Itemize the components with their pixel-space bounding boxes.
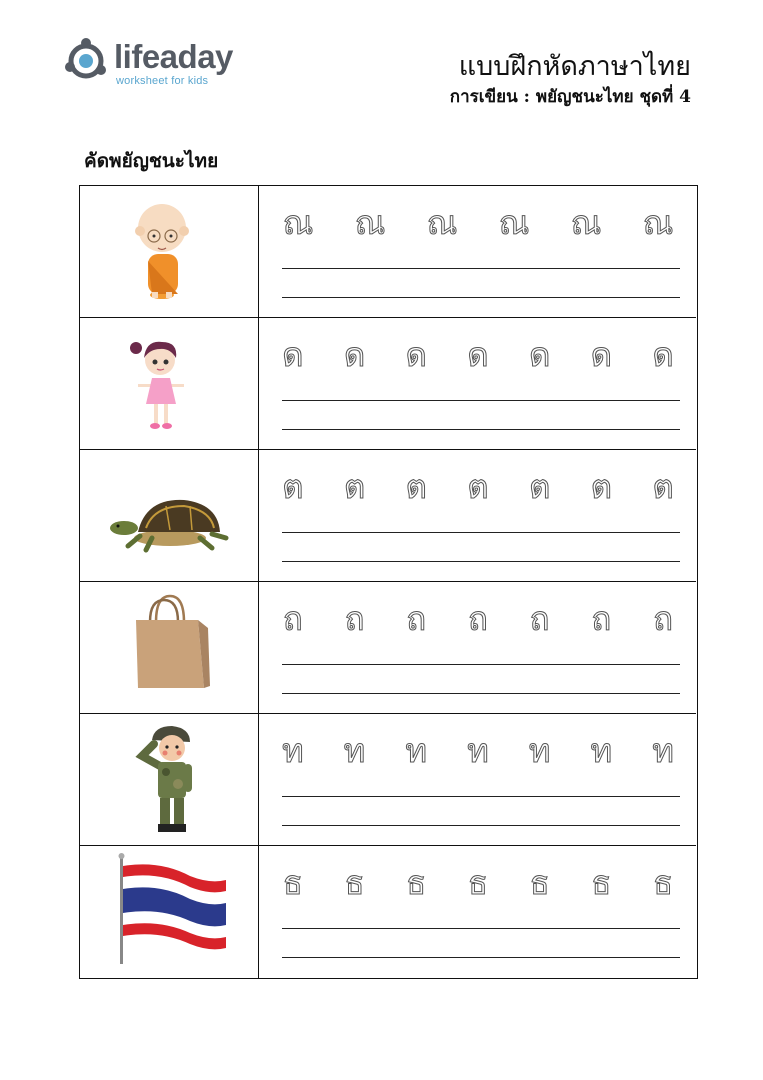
picture-cell — [80, 846, 259, 978]
worksheet-row — [80, 582, 696, 714]
trace-letter: ธ — [344, 862, 365, 902]
trace-letter: ธ — [467, 862, 489, 902]
trace-letter: ถ — [653, 598, 674, 638]
worksheet-row — [80, 846, 696, 978]
tracing-letters — [262, 726, 694, 774]
trace-letter: ต — [652, 466, 674, 506]
trace-letter: ธ — [529, 862, 550, 902]
trace-letter: ท — [590, 730, 613, 770]
trace-letter: ณ — [426, 202, 458, 242]
writing-line — [282, 825, 680, 826]
picture-cell — [80, 714, 259, 845]
trace-letter: ณ — [642, 202, 674, 242]
trace-letter: ณ — [354, 202, 386, 242]
page-subtitle: การเขียน : พยัญชนะไทย ชุดที่ 4 — [449, 87, 691, 107]
trace-letter: ณ — [282, 202, 314, 242]
trace-letter: ถ — [529, 598, 550, 638]
writing-line — [282, 429, 680, 430]
worksheet-table — [79, 185, 698, 979]
worksheet-row — [80, 186, 696, 318]
girl-icon — [80, 318, 259, 450]
writing-line — [282, 957, 680, 958]
trace-letter: ท — [343, 730, 366, 770]
turtle-icon — [80, 450, 259, 582]
writing-line — [282, 268, 680, 269]
trace-letter: ด — [528, 334, 551, 374]
picture-cell — [80, 186, 259, 317]
writing-line — [282, 928, 680, 929]
trace-letter: ถ — [591, 598, 612, 638]
tracing-letters — [262, 462, 694, 510]
trace-letter: ด — [343, 334, 366, 374]
trace-letter: ด — [282, 334, 304, 374]
trace-letter: ต — [590, 466, 613, 506]
tracing-letters — [262, 330, 694, 378]
soldier-icon — [80, 714, 259, 846]
bag-icon — [80, 582, 259, 714]
writing-line — [282, 664, 680, 665]
picture-cell — [80, 318, 259, 449]
tracing-letters — [262, 594, 694, 642]
trace-letter: ต — [343, 466, 366, 506]
trace-letter: ด — [590, 334, 613, 374]
writing-line — [282, 693, 680, 694]
trace-letter: ต — [405, 466, 427, 506]
trace-letter: ธ — [406, 862, 427, 902]
worksheet-row — [80, 318, 696, 450]
trace-letter: ต — [467, 466, 489, 506]
tracing-letters — [262, 198, 694, 246]
trace-letter: ธ — [591, 862, 612, 902]
trace-letter: ท — [405, 730, 428, 770]
trace-letter: ต — [282, 466, 304, 506]
trace-letter: ท — [652, 730, 674, 770]
trace-letter: ด — [405, 334, 427, 374]
worksheet-row — [80, 714, 696, 846]
logo-tagline: worksheet for kids — [116, 75, 209, 87]
section-title: คัดพยัญชนะไทย — [84, 150, 219, 172]
tracing-letters — [262, 858, 694, 906]
trace-letter: ท — [467, 730, 489, 770]
logo — [62, 36, 252, 96]
trace-letter: ธ — [652, 862, 674, 902]
trace-letter: ท — [528, 730, 551, 770]
worksheet-row — [80, 450, 696, 582]
writing-line — [282, 532, 680, 533]
picture-cell — [80, 450, 259, 581]
trace-letter: ถ — [406, 598, 427, 638]
trace-letter: ถ — [467, 598, 488, 638]
writing-line — [282, 561, 680, 562]
trace-letter: ถ — [282, 598, 303, 638]
logo-wordmark: lifeaday — [114, 38, 233, 75]
trace-letter: ถ — [344, 598, 365, 638]
trace-letter: ด — [467, 334, 489, 374]
trace-letter: ด — [652, 334, 674, 374]
writing-line — [282, 297, 680, 298]
trace-letter: ณ — [570, 202, 602, 242]
writing-line — [282, 796, 680, 797]
trace-letter: ณ — [498, 202, 530, 242]
logo-icon — [62, 36, 110, 86]
trace-letter: ท — [281, 730, 304, 770]
writing-line — [282, 400, 680, 401]
monk-icon — [80, 186, 259, 318]
page-title: แบบฝึกหัดภาษาไทย — [458, 51, 691, 82]
thai-flag-icon — [80, 846, 259, 978]
trace-letter: ต — [528, 466, 551, 506]
picture-cell — [80, 582, 259, 713]
trace-letter: ธ — [282, 862, 303, 902]
